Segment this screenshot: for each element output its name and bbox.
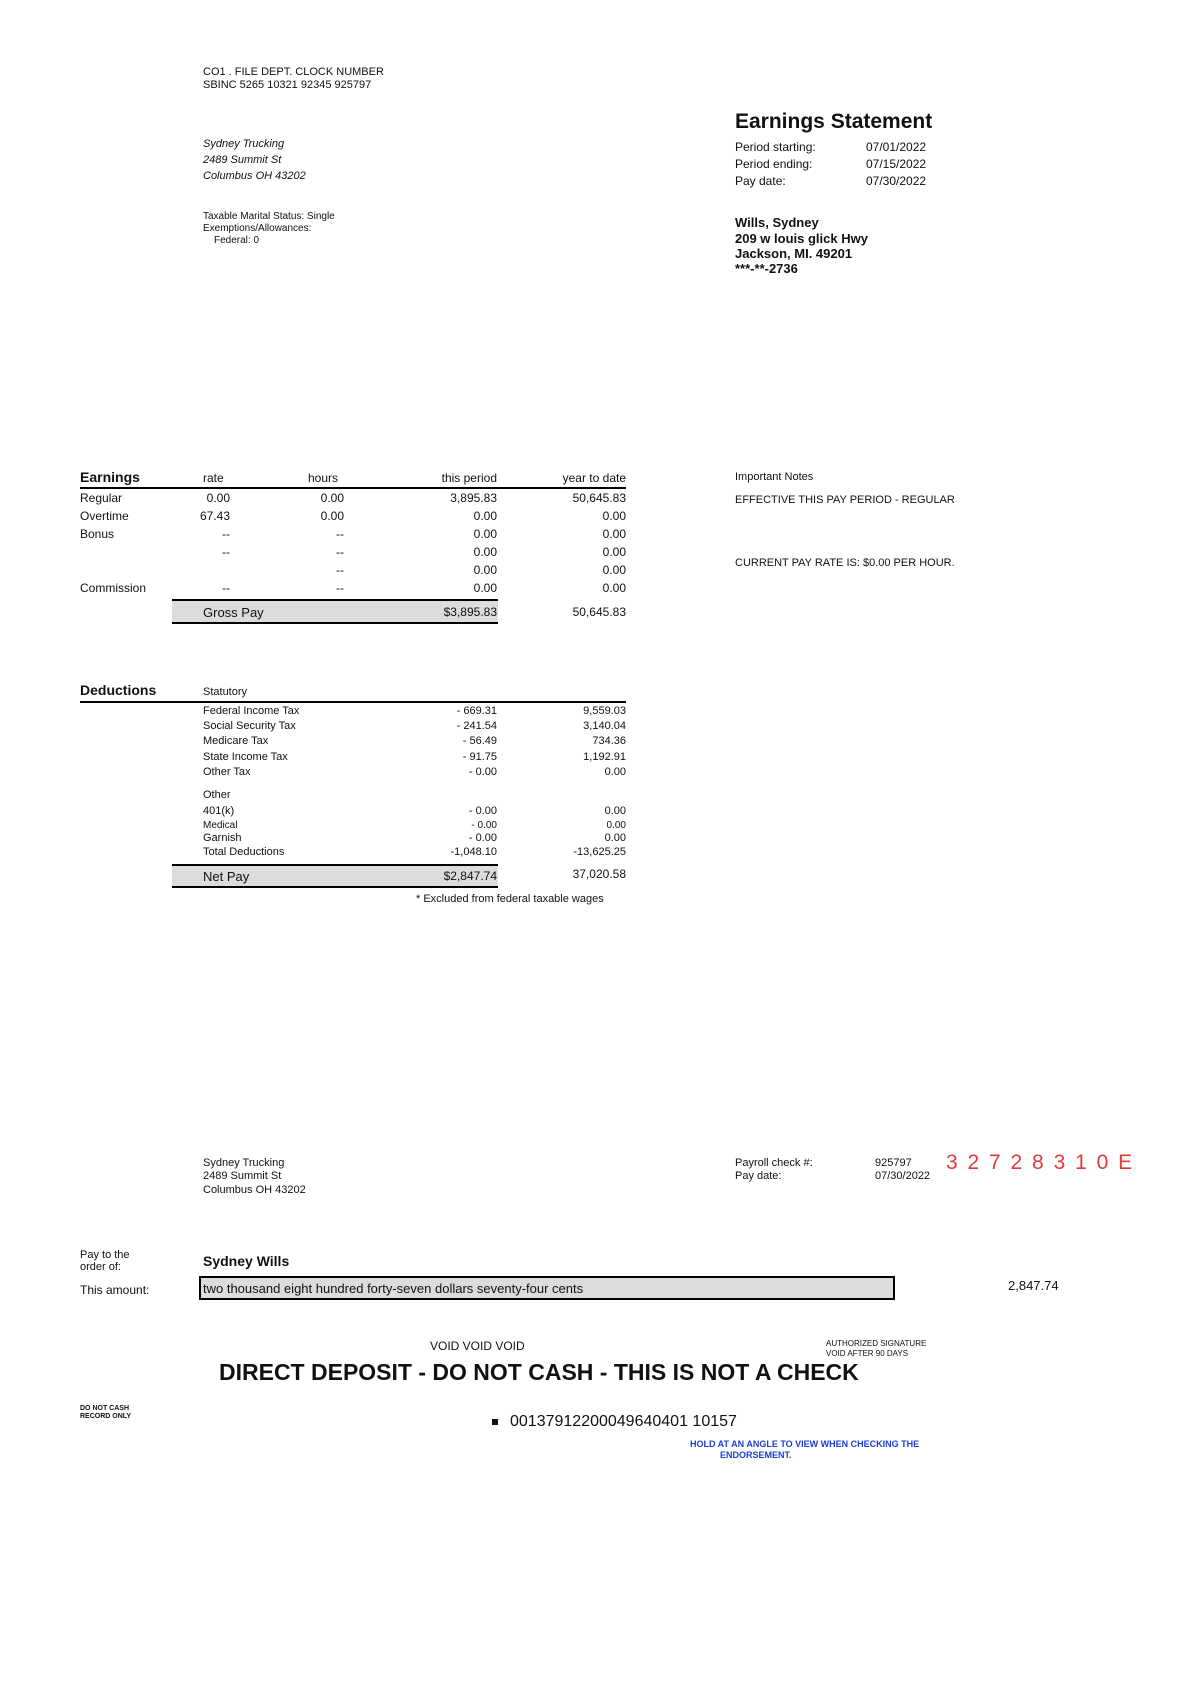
hold-note-line-1: HOLD AT AN ANGLE TO VIEW WHEN CHECKING THE — [690, 1439, 920, 1449]
authorization — [826, 1339, 926, 1359]
deduction-ytd: 1,192.91 — [583, 751, 626, 763]
row-ytd: 0.00 — [602, 563, 626, 577]
row-hours: -- — [336, 563, 344, 577]
table-row — [0, 720, 1200, 734]
pay-to-label-line-2: order of: — [80, 1261, 121, 1273]
direct-deposit-banner: DIRECT DEPOSIT - DO NOT CASH - THIS IS NOT A CHECK — [219, 1359, 859, 1385]
void-text: VOID VOID VOID — [430, 1339, 525, 1353]
deduction-ytd: 0.00 — [606, 820, 626, 831]
row-ytd: 50,645.83 — [572, 491, 626, 505]
table-row — [0, 751, 1200, 765]
payee-name: Sydney Wills — [203, 1253, 290, 1269]
statutory-label: Statutory — [203, 686, 248, 698]
codes-labels: CO1 . FILE DEPT. CLOCK NUMBER — [203, 66, 384, 78]
page-title: Earnings Statement — [735, 110, 933, 133]
row-rate: -- — [222, 527, 230, 541]
employee-ssn: ***-**-2736 — [735, 261, 798, 276]
row-rate: 0.00 — [206, 491, 230, 505]
deduction-period: - 669.31 — [456, 705, 497, 717]
do-not-cash-line-1: DO NOT CASH — [80, 1405, 129, 1412]
total-deductions-label: Total Deductions — [203, 846, 285, 858]
col-this-period: this period — [441, 471, 497, 485]
pay-date-label: Pay date: — [735, 174, 786, 188]
earnings-header-rule — [80, 487, 626, 489]
table-row — [0, 846, 1200, 860]
net-pay-label: Net Pay — [203, 869, 250, 884]
row-period: 0.00 — [473, 527, 497, 541]
row-rate: -- — [222, 545, 230, 559]
do-not-cash-line-2: RECORD ONLY — [80, 1413, 132, 1420]
total-deductions-period: -1,048.10 — [450, 846, 497, 858]
deduction-label: Social Security Tax — [203, 720, 296, 732]
check-amount: 2,847.74 — [1008, 1278, 1059, 1293]
exemptions-label: Exemptions/Allowances: — [203, 223, 312, 234]
notes-line-1: EFFECTIVE THIS PAY PERIOD - REGULAR — [735, 494, 955, 506]
deduction-ytd: 734.36 — [592, 735, 626, 747]
deductions-heading: Deductions — [80, 682, 157, 698]
company-city: Columbus OH 43202 — [203, 170, 306, 182]
codes-values: SBINC 5265 10321 92345 925797 — [203, 79, 372, 91]
deduction-period: - 0.00 — [468, 805, 497, 817]
deduction-ytd: 3,140.04 — [583, 720, 626, 732]
check-pay-date-label: Pay date: — [735, 1170, 782, 1182]
col-hours: hours — [308, 471, 339, 485]
deduction-label: 401(k) — [203, 805, 235, 817]
check-company-street: 2489 Summit St — [203, 1170, 282, 1182]
micr-line: 00137912200049640401 10157 — [510, 1413, 737, 1430]
row-hours: -- — [336, 527, 344, 541]
table-row — [0, 491, 1200, 507]
table-row — [0, 581, 1200, 597]
period-start: 07/01/2022 — [866, 140, 927, 154]
table-row — [0, 805, 1200, 819]
deduction-label: Medicare Tax — [203, 735, 269, 747]
federal-exemptions: Federal: 0 — [214, 235, 260, 246]
table-row — [0, 509, 1200, 525]
deduction-ytd: 9,559.03 — [583, 705, 626, 717]
row-rate: 67.43 — [199, 509, 230, 523]
col-year-to-date: year to date — [562, 471, 626, 485]
check-number: 925797 — [875, 1157, 912, 1169]
table-row — [0, 766, 1200, 780]
deduction-period: - 0.00 — [468, 832, 497, 844]
micr-symbol-icon — [492, 1419, 498, 1425]
total-deductions-ytd: -13,625.25 — [573, 846, 626, 858]
row-label: Regular — [80, 491, 123, 505]
employee-street: 209 w louis glick Hwy — [735, 231, 868, 246]
deduction-label: Other Tax — [203, 766, 251, 778]
table-row — [0, 705, 1200, 719]
row-ytd: 0.00 — [602, 509, 626, 523]
row-hours: 0.00 — [320, 509, 344, 523]
deduction-period: - 91.75 — [462, 751, 497, 763]
table-row — [0, 545, 1200, 561]
row-hours: -- — [336, 545, 344, 559]
table-row — [0, 735, 1200, 749]
amount-words: two thousand eight hundred forty-seven dollars seventy-four cents — [203, 1281, 584, 1296]
deduction-label: State Income Tax — [203, 751, 288, 763]
period-end: 07/15/2022 — [866, 157, 927, 171]
employee-name: Wills, Sydney — [735, 215, 819, 230]
notes-heading: Important Notes — [735, 471, 814, 483]
deduction-period: - 0.00 — [471, 820, 497, 831]
col-rate: rate — [203, 471, 224, 485]
company-name: Sydney Trucking — [203, 138, 285, 150]
hold-at-angle-note — [690, 1439, 919, 1461]
authorized-signature: AUTHORIZED SIGNATURE — [826, 1339, 927, 1348]
row-period: 3,895.83 — [450, 491, 497, 505]
hold-note-line-2: ENDORSEMENT. — [720, 1450, 792, 1460]
row-ytd: 0.00 — [602, 581, 626, 595]
table-row — [0, 527, 1200, 543]
check-company-city: Columbus OH 43202 — [203, 1184, 306, 1196]
gross-pay-ytd: 50,645.83 — [572, 605, 626, 619]
period-start-label: Period starting: — [735, 140, 816, 154]
table-row — [0, 563, 1200, 579]
pay-to-label — [80, 1249, 130, 1273]
void-after: VOID AFTER 90 DAYS — [826, 1349, 909, 1358]
company-street: 2489 Summit St — [203, 154, 282, 166]
deduction-period: - 241.54 — [456, 720, 497, 732]
row-period: 0.00 — [473, 509, 497, 523]
row-label: Commission — [80, 581, 147, 595]
amount-label: This amount: — [80, 1283, 150, 1297]
table-row — [0, 832, 1200, 846]
check-number-label: Payroll check #: — [735, 1157, 813, 1169]
deduction-label: Medical — [203, 820, 238, 831]
marital-status: Taxable Marital Status: Single — [203, 211, 335, 222]
gross-pay-period: $3,895.83 — [443, 605, 497, 619]
row-label: Bonus — [80, 527, 115, 541]
row-period: 0.00 — [473, 545, 497, 559]
net-pay-ytd: 37,020.58 — [572, 867, 626, 881]
deduction-ytd: 0.00 — [604, 805, 626, 817]
row-rate: -- — [222, 581, 230, 595]
net-pay-period: $2,847.74 — [443, 869, 497, 883]
row-ytd: 0.00 — [602, 527, 626, 541]
row-hours: 0.00 — [320, 491, 344, 505]
deduction-period: - 0.00 — [468, 766, 497, 778]
deductions-header-rule — [80, 701, 626, 703]
deduction-period: - 56.49 — [462, 735, 497, 747]
row-period: 0.00 — [473, 581, 497, 595]
other-label: Other — [203, 789, 231, 801]
pay-to-label-line-1: Pay to the — [80, 1249, 130, 1261]
footnote: * Excluded from federal taxable wages — [416, 893, 604, 905]
net-bottom-rule — [172, 886, 498, 888]
gross-bottom-rule — [172, 622, 498, 624]
row-period: 0.00 — [473, 563, 497, 577]
deduction-label: Federal Income Tax — [203, 705, 300, 717]
employee-city: Jackson, MI. 49201 — [735, 246, 853, 261]
gross-pay-label: Gross Pay — [203, 605, 264, 620]
check-company-name: Sydney Trucking — [203, 1157, 285, 1169]
period-end-label: Period ending: — [735, 157, 813, 171]
deduction-ytd: 0.00 — [604, 766, 626, 778]
row-ytd: 0.00 — [602, 545, 626, 559]
pay-date: 07/30/2022 — [866, 174, 927, 188]
row-label: Overtime — [80, 509, 129, 523]
row-hours: -- — [336, 581, 344, 595]
deduction-label: Garnish — [203, 832, 242, 844]
deduction-ytd: 0.00 — [604, 832, 626, 844]
check-pay-date: 07/30/2022 — [875, 1170, 931, 1182]
check-serial: 3 2 7 2 8 3 1 0 E — [946, 1151, 1135, 1174]
do-not-cash — [80, 1405, 131, 1421]
notes-line-2: CURRENT PAY RATE IS: $0.00 PER HOUR. — [735, 557, 955, 569]
earnings-heading: Earnings — [80, 469, 140, 485]
